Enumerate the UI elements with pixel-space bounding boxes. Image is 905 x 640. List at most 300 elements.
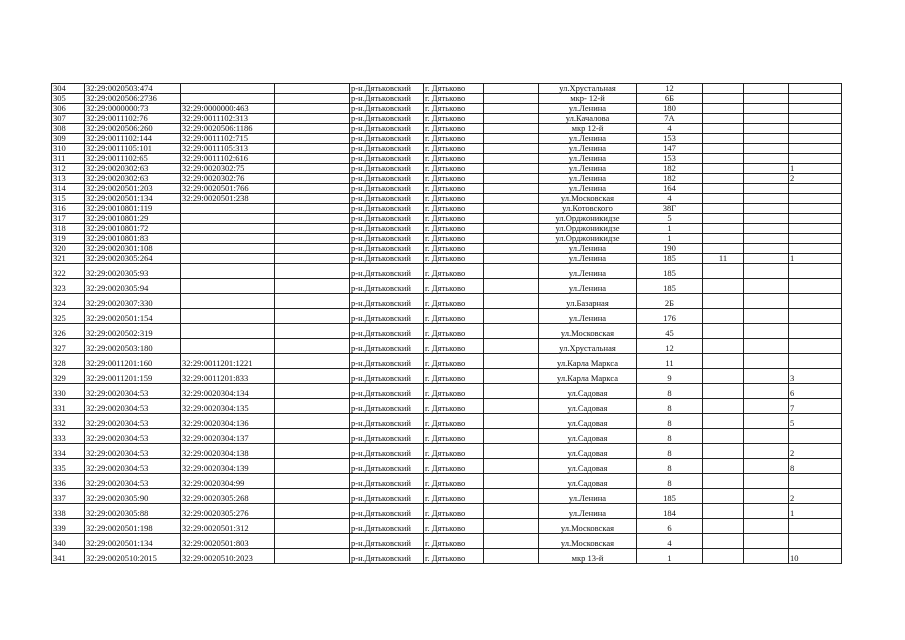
cell-district: р-н.Дятьковский: [350, 504, 424, 519]
cell-empty-col: [484, 459, 539, 474]
cell-cadastral-number: 32:29:0010801:83: [85, 234, 181, 244]
cell-empty-col: [744, 309, 789, 324]
cell-row-number: 307: [52, 114, 85, 124]
cell-apartment-number: 7: [789, 399, 842, 414]
cell-building-cadastral-number: [181, 94, 275, 104]
cell-city: г. Дятьково: [424, 214, 484, 224]
cell-street: ул.Хрустальная: [539, 84, 637, 94]
cell-empty-col: [484, 204, 539, 214]
cell-empty-col: [275, 504, 350, 519]
cell-extra-number: [703, 224, 744, 234]
cell-empty-col: [275, 399, 350, 414]
cell-city: г. Дятьково: [424, 429, 484, 444]
cell-street: ул.Садовая: [539, 444, 637, 459]
cell-empty-col: [744, 414, 789, 429]
cell-apartment-number: [789, 94, 842, 104]
cell-empty-col: [484, 234, 539, 244]
cell-empty-col: [744, 144, 789, 154]
cell-empty-col: [275, 429, 350, 444]
cell-building-cadastral-number: 32:29:0020501:238: [181, 194, 275, 204]
cell-row-number: 332: [52, 414, 85, 429]
cell-city: г. Дятьково: [424, 174, 484, 184]
cell-city: г. Дятьково: [424, 294, 484, 309]
cell-district: р-н.Дятьковский: [350, 84, 424, 94]
cell-district: р-н.Дятьковский: [350, 134, 424, 144]
cell-empty-col: [275, 104, 350, 114]
cell-cadastral-number: 32:29:0020506:2736: [85, 94, 181, 104]
cell-extra-number: [703, 114, 744, 124]
cell-city: г. Дятьково: [424, 94, 484, 104]
cell-cadastral-number: 32:29:0020304:53: [85, 444, 181, 459]
table-row: [52, 244, 842, 254]
table-row: [52, 94, 842, 104]
cell-house-number: 4: [637, 534, 703, 549]
cell-district: р-н.Дятьковский: [350, 309, 424, 324]
cell-row-number: 321: [52, 254, 85, 264]
cell-row-number: 334: [52, 444, 85, 459]
cell-house-number: 180: [637, 104, 703, 114]
cell-apartment-number: [789, 204, 842, 214]
cell-empty-col: [484, 124, 539, 134]
cell-row-number: 328: [52, 354, 85, 369]
cell-empty-col: [484, 309, 539, 324]
cell-apartment-number: 3: [789, 369, 842, 384]
cell-empty-col: [484, 549, 539, 564]
cell-street: ул.Ленина: [539, 264, 637, 279]
cell-empty-col: [744, 114, 789, 124]
cell-cadastral-number: 32:29:0020307:330: [85, 294, 181, 309]
cell-building-cadastral-number: 32:29:0020506:1186: [181, 124, 275, 134]
table-row: [52, 534, 842, 549]
cell-extra-number: [703, 534, 744, 549]
cell-building-cadastral-number: [181, 279, 275, 294]
cell-cadastral-number: 32:29:0020305:93: [85, 264, 181, 279]
cell-extra-number: [703, 94, 744, 104]
cell-house-number: 185: [637, 279, 703, 294]
cell-house-number: 1: [637, 549, 703, 564]
cell-apartment-number: 2: [789, 444, 842, 459]
table-row: [52, 114, 842, 124]
cell-row-number: 311: [52, 154, 85, 164]
cell-street: ул.Московская: [539, 194, 637, 204]
cell-empty-col: [275, 324, 350, 339]
cell-cadastral-number: 32:29:0020301:108: [85, 244, 181, 254]
cell-street: мкр 13-й: [539, 549, 637, 564]
cell-district: р-н.Дятьковский: [350, 204, 424, 214]
cell-street: ул.Ленина: [539, 144, 637, 154]
cell-street: ул.Ленина: [539, 164, 637, 174]
cell-extra-number: [703, 84, 744, 94]
cell-empty-col: [275, 194, 350, 204]
cell-empty-col: [484, 519, 539, 534]
cell-row-number: 335: [52, 459, 85, 474]
table-row: [52, 134, 842, 144]
cell-house-number: 8: [637, 459, 703, 474]
cell-district: р-н.Дятьковский: [350, 264, 424, 279]
cell-cadastral-number: 32:29:0011102:144: [85, 134, 181, 144]
cell-empty-col: [275, 184, 350, 194]
table-row: [52, 204, 842, 214]
cell-district: р-н.Дятьковский: [350, 399, 424, 414]
cell-row-number: 304: [52, 84, 85, 94]
cell-city: г. Дятьково: [424, 279, 484, 294]
cell-row-number: 330: [52, 384, 85, 399]
cell-apartment-number: [789, 244, 842, 254]
cell-extra-number: [703, 294, 744, 309]
table-row: [52, 264, 842, 279]
cell-empty-col: [275, 414, 350, 429]
cell-empty-col: [744, 234, 789, 244]
cell-street: мкр- 12-й: [539, 94, 637, 104]
cell-extra-number: [703, 339, 744, 354]
table-row: [52, 144, 842, 154]
cell-building-cadastral-number: [181, 244, 275, 254]
cell-street: ул.Ленина: [539, 104, 637, 114]
cell-cadastral-number: 32:29:0010801:29: [85, 214, 181, 224]
cell-house-number: 11: [637, 354, 703, 369]
cell-street: ул.Садовая: [539, 384, 637, 399]
cell-empty-col: [484, 369, 539, 384]
cell-apartment-number: [789, 339, 842, 354]
cell-city: г. Дятьково: [424, 384, 484, 399]
table-row: [52, 444, 842, 459]
cell-empty-col: [744, 504, 789, 519]
cell-district: р-н.Дятьковский: [350, 144, 424, 154]
cell-building-cadastral-number: [181, 324, 275, 339]
cell-house-number: 190: [637, 244, 703, 254]
cell-cadastral-number: 32:29:0010801:119: [85, 204, 181, 214]
cell-street: ул.Московская: [539, 534, 637, 549]
cell-house-number: 8: [637, 414, 703, 429]
cell-empty-col: [275, 214, 350, 224]
cell-district: р-н.Дятьковский: [350, 94, 424, 104]
cell-house-number: 1: [637, 224, 703, 234]
cell-house-number: 2Б: [637, 294, 703, 309]
cell-row-number: 305: [52, 94, 85, 104]
cell-empty-col: [484, 399, 539, 414]
cell-empty-col: [744, 444, 789, 459]
cell-row-number: 306: [52, 104, 85, 114]
cell-extra-number: [703, 279, 744, 294]
table-row: [52, 184, 842, 194]
cell-building-cadastral-number: 32:29:0020501:803: [181, 534, 275, 549]
cell-district: р-н.Дятьковский: [350, 174, 424, 184]
cell-empty-col: [744, 214, 789, 224]
cell-city: г. Дятьково: [424, 244, 484, 254]
cell-house-number: 182: [637, 164, 703, 174]
cell-row-number: 336: [52, 474, 85, 489]
cell-empty-col: [744, 104, 789, 114]
cell-building-cadastral-number: 32:29:0020304:134: [181, 384, 275, 399]
cell-city: г. Дятьково: [424, 549, 484, 564]
cell-empty-col: [484, 134, 539, 144]
cell-house-number: 6: [637, 519, 703, 534]
cell-cadastral-number: 32:29:0011105:101: [85, 144, 181, 154]
cell-building-cadastral-number: 32:29:0011102:616: [181, 154, 275, 164]
cell-empty-col: [744, 134, 789, 144]
cell-apartment-number: 5: [789, 414, 842, 429]
cell-city: г. Дятьково: [424, 164, 484, 174]
cell-empty-col: [275, 114, 350, 124]
cell-empty-col: [275, 534, 350, 549]
cell-empty-col: [484, 474, 539, 489]
cell-apartment-number: 8: [789, 459, 842, 474]
cell-empty-col: [484, 489, 539, 504]
cell-row-number: 316: [52, 204, 85, 214]
cell-street: ул.Ленина: [539, 174, 637, 184]
cell-empty-col: [744, 184, 789, 194]
cell-street: ул.Ленина: [539, 134, 637, 144]
cell-district: р-н.Дятьковский: [350, 549, 424, 564]
cell-city: г. Дятьково: [424, 224, 484, 234]
cell-empty-col: [275, 264, 350, 279]
cell-empty-col: [275, 339, 350, 354]
cell-cadastral-number: 32:29:0020501:198: [85, 519, 181, 534]
cell-empty-col: [484, 279, 539, 294]
cell-street: ул.Качалова: [539, 114, 637, 124]
cell-building-cadastral-number: 32:29:0020305:268: [181, 489, 275, 504]
cell-building-cadastral-number: 32:29:0020304:139: [181, 459, 275, 474]
cell-empty-col: [484, 214, 539, 224]
cell-row-number: 329: [52, 369, 85, 384]
cell-house-number: 4: [637, 124, 703, 134]
cell-row-number: 319: [52, 234, 85, 244]
cell-empty-col: [275, 124, 350, 134]
cell-house-number: 45: [637, 324, 703, 339]
cell-city: г. Дятьково: [424, 534, 484, 549]
cell-district: р-н.Дятьковский: [350, 324, 424, 339]
cell-city: г. Дятьково: [424, 134, 484, 144]
table-row: [52, 164, 842, 174]
cell-extra-number: [703, 309, 744, 324]
cell-apartment-number: [789, 429, 842, 444]
table-row: [52, 399, 842, 414]
cell-building-cadastral-number: 32:29:0011102:313: [181, 114, 275, 124]
cell-extra-number: [703, 154, 744, 164]
cell-extra-number: [703, 444, 744, 459]
table-row: [52, 154, 842, 164]
cell-extra-number: [703, 194, 744, 204]
cell-cadastral-number: 32:29:0020506:260: [85, 124, 181, 134]
cell-apartment-number: 6: [789, 384, 842, 399]
table-row: [52, 104, 842, 114]
cell-house-number: 8: [637, 384, 703, 399]
cell-empty-col: [484, 114, 539, 124]
cell-row-number: 337: [52, 489, 85, 504]
cell-street: ул.Базарная: [539, 294, 637, 309]
cell-building-cadastral-number: 32:29:0020304:136: [181, 414, 275, 429]
cell-row-number: 327: [52, 339, 85, 354]
cell-extra-number: [703, 264, 744, 279]
cell-empty-col: [484, 224, 539, 234]
cell-extra-number: [703, 164, 744, 174]
cell-apartment-number: [789, 114, 842, 124]
cell-empty-col: [744, 84, 789, 94]
cell-extra-number: [703, 134, 744, 144]
cell-street: ул.Орджоникидзе: [539, 234, 637, 244]
cell-cadastral-number: 32:29:0020304:53: [85, 399, 181, 414]
cell-house-number: 176: [637, 309, 703, 324]
cell-empty-col: [275, 154, 350, 164]
cell-extra-number: [703, 144, 744, 154]
cell-cadastral-number: 32:29:0010801:72: [85, 224, 181, 234]
cell-apartment-number: [789, 309, 842, 324]
cell-district: р-н.Дятьковский: [350, 194, 424, 204]
cell-apartment-number: [789, 184, 842, 194]
cell-city: г. Дятьково: [424, 369, 484, 384]
cell-empty-col: [744, 264, 789, 279]
cell-apartment-number: [789, 84, 842, 94]
cell-street: ул.Московская: [539, 519, 637, 534]
cell-empty-col: [744, 324, 789, 339]
cell-house-number: 8: [637, 444, 703, 459]
cell-empty-col: [744, 204, 789, 214]
cell-apartment-number: [789, 224, 842, 234]
cell-street: ул.Ленина: [539, 279, 637, 294]
cell-city: г. Дятьково: [424, 414, 484, 429]
cell-street: ул.Садовая: [539, 414, 637, 429]
cell-cadastral-number: 32:29:0020501:203: [85, 184, 181, 194]
cell-building-cadastral-number: 32:29:0020501:766: [181, 184, 275, 194]
cell-district: р-н.Дятьковский: [350, 244, 424, 254]
table-row: [52, 369, 842, 384]
cell-city: г. Дятьково: [424, 504, 484, 519]
cell-apartment-number: [789, 134, 842, 144]
cell-street: ул.Садовая: [539, 399, 637, 414]
cell-house-number: 6Б: [637, 94, 703, 104]
cell-apartment-number: [789, 264, 842, 279]
cell-house-number: 185: [637, 254, 703, 264]
cell-empty-col: [275, 224, 350, 234]
cell-empty-col: [484, 264, 539, 279]
cell-city: г. Дятьково: [424, 354, 484, 369]
cell-row-number: 326: [52, 324, 85, 339]
cell-street: ул.Орджоникидзе: [539, 214, 637, 224]
cell-cadastral-number: 32:29:0020305:94: [85, 279, 181, 294]
cell-house-number: 8: [637, 399, 703, 414]
cell-street: ул.Ленина: [539, 254, 637, 264]
cell-cadastral-number: 32:29:0020304:53: [85, 384, 181, 399]
cell-extra-number: [703, 244, 744, 254]
cell-city: г. Дятьково: [424, 264, 484, 279]
cell-street: ул.Садовая: [539, 459, 637, 474]
cell-city: г. Дятьково: [424, 144, 484, 154]
cell-empty-col: [484, 534, 539, 549]
cell-street: ул.Карла Маркса: [539, 354, 637, 369]
cell-empty-col: [744, 489, 789, 504]
cell-building-cadastral-number: [181, 224, 275, 234]
cell-district: р-н.Дятьковский: [350, 279, 424, 294]
cell-building-cadastral-number: 32:29:0000000:463: [181, 104, 275, 114]
cell-city: г. Дятьково: [424, 84, 484, 94]
cell-district: р-н.Дятьковский: [350, 254, 424, 264]
cell-extra-number: [703, 204, 744, 214]
cell-empty-col: [744, 549, 789, 564]
cell-empty-col: [275, 144, 350, 154]
cell-apartment-number: [789, 104, 842, 114]
cell-district: р-н.Дятьковский: [350, 459, 424, 474]
cell-empty-col: [744, 474, 789, 489]
cell-empty-col: [484, 184, 539, 194]
cell-empty-col: [484, 194, 539, 204]
cell-row-number: 320: [52, 244, 85, 254]
cell-row-number: 318: [52, 224, 85, 234]
cell-extra-number: [703, 124, 744, 134]
cell-house-number: 153: [637, 134, 703, 144]
cell-apartment-number: [789, 324, 842, 339]
cell-city: г. Дятьково: [424, 184, 484, 194]
cell-row-number: 317: [52, 214, 85, 224]
table-row: [52, 234, 842, 244]
cell-building-cadastral-number: [181, 339, 275, 354]
table-row: [52, 504, 842, 519]
cell-building-cadastral-number: 32:29:0020510:2023: [181, 549, 275, 564]
cell-extra-number: [703, 354, 744, 369]
cell-empty-col: [744, 339, 789, 354]
table-row: [52, 324, 842, 339]
table-body: [52, 84, 842, 564]
cell-street: ул.Ленина: [539, 489, 637, 504]
table-row: [52, 414, 842, 429]
cell-row-number: 338: [52, 504, 85, 519]
cell-apartment-number: 10: [789, 549, 842, 564]
cell-empty-col: [484, 339, 539, 354]
cell-cadastral-number: 32:29:0011201:159: [85, 369, 181, 384]
cell-extra-number: [703, 174, 744, 184]
cell-empty-col: [484, 294, 539, 309]
cell-cadastral-number: 32:29:0011102:65: [85, 154, 181, 164]
cell-city: г. Дятьково: [424, 234, 484, 244]
cell-empty-col: [484, 444, 539, 459]
cell-empty-col: [484, 84, 539, 94]
cell-cadastral-number: 32:29:0020305:264: [85, 254, 181, 264]
table-row: [52, 294, 842, 309]
cell-district: р-н.Дятьковский: [350, 414, 424, 429]
cell-house-number: 8: [637, 474, 703, 489]
cell-cadastral-number: 32:29:0011201:160: [85, 354, 181, 369]
cell-empty-col: [275, 294, 350, 309]
cell-row-number: 308: [52, 124, 85, 134]
cell-district: р-н.Дятьковский: [350, 214, 424, 224]
cell-empty-col: [744, 279, 789, 294]
cell-cadastral-number: 32:29:0020304:53: [85, 459, 181, 474]
cell-empty-col: [275, 369, 350, 384]
cell-cadastral-number: 32:29:0020302:63: [85, 174, 181, 184]
cell-empty-col: [744, 164, 789, 174]
cell-house-number: 153: [637, 154, 703, 164]
cell-extra-number: [703, 489, 744, 504]
cell-empty-col: [484, 414, 539, 429]
table-row: [52, 489, 842, 504]
cell-building-cadastral-number: [181, 294, 275, 309]
cell-row-number: 322: [52, 264, 85, 279]
cell-extra-number: [703, 369, 744, 384]
cell-house-number: 5: [637, 214, 703, 224]
cell-row-number: 315: [52, 194, 85, 204]
cell-empty-col: [744, 384, 789, 399]
cell-street: ул.Садовая: [539, 474, 637, 489]
cell-empty-col: [744, 369, 789, 384]
table-row: [52, 124, 842, 134]
cell-house-number: 182: [637, 174, 703, 184]
cell-extra-number: [703, 399, 744, 414]
cell-row-number: 339: [52, 519, 85, 534]
cell-empty-col: [744, 194, 789, 204]
cell-street: ул.Ленина: [539, 184, 637, 194]
cell-house-number: 1: [637, 234, 703, 244]
cell-extra-number: [703, 519, 744, 534]
cell-empty-col: [275, 254, 350, 264]
